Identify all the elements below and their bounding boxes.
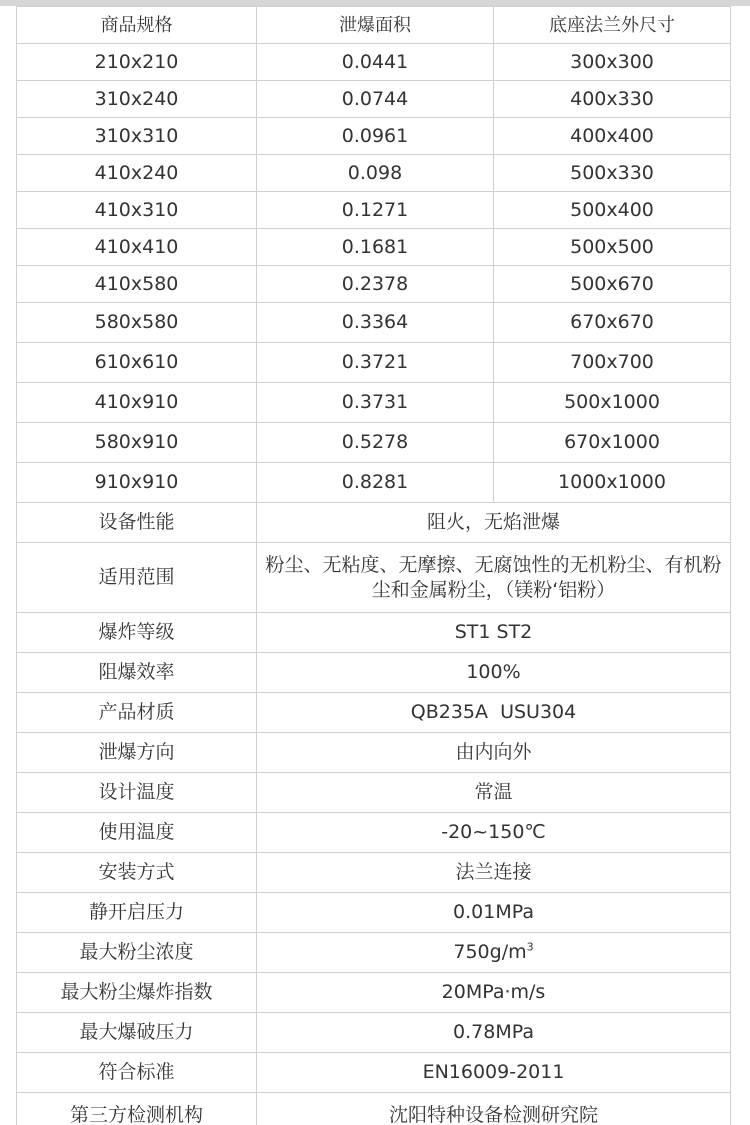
table-row — [17, 266, 731, 303]
property-value-text: 750g/m — [453, 941, 527, 963]
cell-spec: 610x610 — [17, 343, 257, 383]
property-label: 最大粉尘爆炸指数 — [17, 973, 257, 1013]
table-row — [17, 229, 731, 266]
property-label: 符合标准 — [17, 1053, 257, 1093]
cell-flange-size: 500x1000 — [494, 383, 731, 423]
property-value: 法兰连接 — [257, 853, 731, 893]
property-label: 静开启压力 — [17, 893, 257, 933]
property-label: 产品材质 — [17, 693, 257, 733]
cell-vent-area: 0.1271 — [257, 192, 494, 229]
property-row-efficiency — [17, 653, 731, 693]
cell-spec: 410x240 — [17, 155, 257, 192]
header-cell-vent-area: 泄爆面积 — [257, 7, 494, 44]
table-row — [17, 118, 731, 155]
spec-table — [16, 6, 731, 1125]
cell-flange-size: 500x330 — [494, 155, 731, 192]
property-row-testing-institute — [17, 1093, 731, 1125]
cell-vent-area: 0.0441 — [257, 44, 494, 81]
table-row — [17, 155, 731, 192]
cell-flange-size: 500x500 — [494, 229, 731, 266]
property-label: 爆炸等级 — [17, 613, 257, 653]
cell-flange-size: 700x700 — [494, 343, 731, 383]
property-value: 100% — [257, 653, 731, 693]
table-row — [17, 303, 731, 343]
table-row — [17, 423, 731, 463]
cell-vent-area: 0.0961 — [257, 118, 494, 155]
property-row-direction — [17, 733, 731, 773]
property-row-design-temp — [17, 773, 731, 813]
property-row-operating-temp — [17, 813, 731, 853]
table-row — [17, 383, 731, 423]
property-row-explosion-class — [17, 613, 731, 653]
cell-vent-area: 0.3731 — [257, 383, 494, 423]
property-value: 阻火，无焰泄爆 — [257, 503, 731, 543]
property-label: 安装方式 — [17, 853, 257, 893]
table-row — [17, 44, 731, 81]
superscript-exponent: 3 — [526, 940, 534, 954]
property-row-dust-concentration — [17, 933, 731, 973]
property-value: 0.78MPa — [257, 1013, 731, 1053]
property-value — [257, 933, 731, 973]
cell-spec: 210x210 — [17, 44, 257, 81]
cell-spec: 310x310 — [17, 118, 257, 155]
table-header-row — [17, 7, 731, 44]
cell-spec: 410x410 — [17, 229, 257, 266]
cell-flange-size: 500x670 — [494, 266, 731, 303]
property-row-burst-pressure — [17, 1013, 731, 1053]
cell-vent-area: 0.2378 — [257, 266, 494, 303]
cell-flange-size: 1000x1000 — [494, 463, 731, 503]
cell-spec: 310x240 — [17, 81, 257, 118]
cell-vent-area: 0.1681 — [257, 229, 494, 266]
property-value: QB235A USU304 — [257, 693, 731, 733]
property-row-standard — [17, 1053, 731, 1093]
property-row-scope — [17, 543, 731, 613]
cell-spec: 410x580 — [17, 266, 257, 303]
cell-vent-area: 0.0744 — [257, 81, 494, 118]
property-value: 由内向外 — [257, 733, 731, 773]
property-row-explosion-index — [17, 973, 731, 1013]
property-value: 0.01MPa — [257, 893, 731, 933]
property-value: 20MPa·m/s — [257, 973, 731, 1013]
cell-flange-size: 670x1000 — [494, 423, 731, 463]
cell-vent-area: 0.3364 — [257, 303, 494, 343]
cell-vent-area: 0.098 — [257, 155, 494, 192]
property-label: 适用范围 — [17, 543, 257, 613]
property-label: 设计温度 — [17, 773, 257, 813]
property-label: 设备性能 — [17, 503, 257, 543]
property-label: 最大粉尘浓度 — [17, 933, 257, 973]
table-row — [17, 463, 731, 503]
cell-flange-size: 400x400 — [494, 118, 731, 155]
property-row-material — [17, 693, 731, 733]
cell-spec: 410x310 — [17, 192, 257, 229]
property-label: 阻爆效率 — [17, 653, 257, 693]
header-cell-flange-size: 底座法兰外尺寸 — [494, 7, 731, 44]
property-row-opening-pressure — [17, 893, 731, 933]
property-label: 使用温度 — [17, 813, 257, 853]
property-value: 沈阳特种设备检测研究院 — [257, 1093, 731, 1125]
property-label: 第三方检测机构 — [17, 1093, 257, 1125]
header-cell-spec: 商品规格 — [17, 7, 257, 44]
table-row — [17, 343, 731, 383]
cell-vent-area: 0.8281 — [257, 463, 494, 503]
cell-flange-size: 400x330 — [494, 81, 731, 118]
cell-spec: 910x910 — [17, 463, 257, 503]
property-value: -20~150℃ — [257, 813, 731, 853]
cell-flange-size: 300x300 — [494, 44, 731, 81]
property-value: 常温 — [257, 773, 731, 813]
cell-vent-area: 0.5278 — [257, 423, 494, 463]
cell-vent-area: 0.3721 — [257, 343, 494, 383]
cell-flange-size: 500x400 — [494, 192, 731, 229]
property-label: 泄爆方向 — [17, 733, 257, 773]
property-label: 最大爆破压力 — [17, 1013, 257, 1053]
cell-spec: 580x580 — [17, 303, 257, 343]
property-row-performance — [17, 503, 731, 543]
cell-flange-size: 670x670 — [494, 303, 731, 343]
property-value: ST1 ST2 — [257, 613, 731, 653]
table-row — [17, 192, 731, 229]
property-row-installation — [17, 853, 731, 893]
property-value: EN16009-2011 — [257, 1053, 731, 1093]
cell-spec: 410x910 — [17, 383, 257, 423]
property-value: 粉尘、无粘度、无摩擦、无腐蚀性的无机粉尘、有机粉尘和金属粉尘，（镁粉‘铝粉） — [257, 543, 731, 613]
table-row — [17, 81, 731, 118]
cell-spec: 580x910 — [17, 423, 257, 463]
